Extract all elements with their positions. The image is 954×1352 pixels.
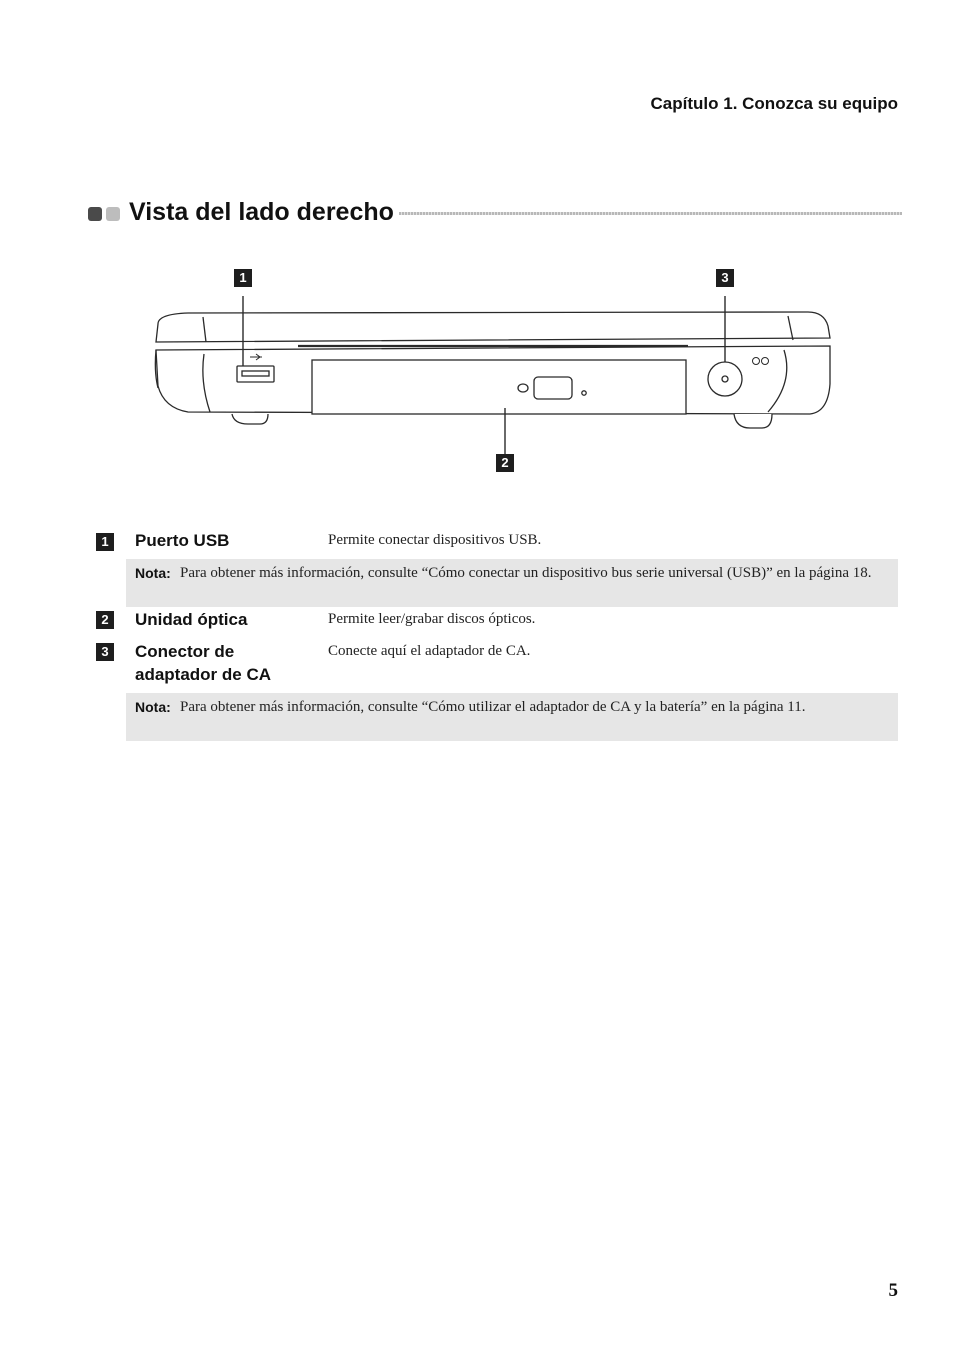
laptop-right-side-illustration [148,262,838,478]
item-number-badge: 2 [96,611,114,629]
note-box [126,559,898,607]
note-text: Para obtener más información, consulte “Cómo conectar un dispositivo bus serie universal (USB)” en la página 18. [180,565,872,581]
item-label: Conector de adaptador de CA [135,642,272,684]
laptop-right-side-figure [148,262,838,478]
chapter-header: Capítulo 1. Conozca su equipo [650,94,898,113]
figure-callout-2: 2 [496,454,514,472]
section-heading [88,198,902,230]
note-box [126,693,898,741]
item-description: Conecte aquí el adaptador de CA. [328,643,531,659]
section-rule [399,212,902,215]
note-label: Nota: [135,565,171,581]
page-number: 5 [888,1280,898,1301]
item-description: Permite conectar dispositivos USB. [328,532,542,548]
section-title: Vista del lado derecho [129,198,394,226]
item-label: Puerto USB [135,531,230,550]
note-label: Nota: [135,699,171,715]
item-number-badge: 1 [96,533,114,551]
item-number-badge: 3 [96,643,114,661]
figure-callout-3: 3 [716,269,734,287]
section-bullet-dark-icon [88,207,102,221]
item-description: Permite leer/grabar discos ópticos. [328,611,536,627]
section-bullet-light-icon [106,207,120,221]
item-label: Unidad óptica [135,610,248,629]
figure-callout-1: 1 [234,269,252,287]
note-text: Para obtener más información, consulte “Cómo utilizar el adaptador de CA y la batería” en la página 11. [180,699,806,715]
